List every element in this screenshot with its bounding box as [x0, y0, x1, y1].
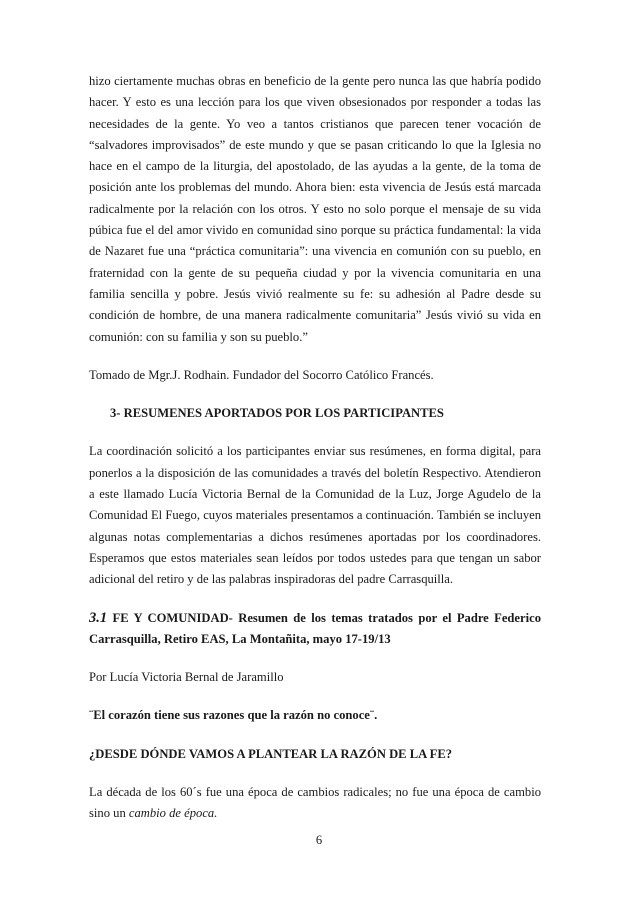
- document-page: [89, 71, 541, 825]
- source-attribution: Tomado de Mgr.J. Rodhain. Fundador del Socorro Católico Francés.: [89, 367, 434, 382]
- page-number: 6: [315, 833, 323, 847]
- paragraph-sixties: [89, 782, 541, 825]
- pascal-quote: ¨El corazón tiene sus razones que la razón no conoce¨.: [89, 708, 378, 723]
- paragraph-rodhain-quote: hizo ciertamente muchas obras en beneficio de la gente pero nunca las que habría podido hacer. Y esto es una lección para los que viven obsesionados por responder a todas las necesidades de la gente. Yo veo a tantos cristianos que parecen tener vocación de “salvadores improvisados” de este mundo y que se pasan criticando lo que la Iglesia no hace en el campo de la liturgia, del apostolado, de las ayudas a la gente, de la toma de posición ante los problemas del mundo. Ahora bien: esta vivencia de Jesús está marcada radicalmente por la relación con los otros. Y esto no solo porque el mensaje de su vida púbica fue el del amor vivido en comunidad sino porque su práctica fundamental: la vida de Nazaret fue una “práctica comunitaria”: una vivencia en comunión con su pueblo, en fraternidad con la gente de su pequeña ciudad y por la vivencia comunitaria en una familia sencilla y pobre. Jesús vivió realmente su fe: su adhesión al Padre desde su condición de hombre, de una manera radicalmente comunitaria” Jesús vivió su vida en comunión: con su familia y son su pueblo.”: [89, 74, 541, 344]
- paragraph-coordination: La coordinación solicitó a los participantes enviar sus resúmenes, en forma digital, para ponerlos a la disposición de las comunidades a través del boletín Respectivo. Atendieron a este llamado Lucía Victoria Bernal de la Comunidad de la Luz, Jorge Agudelo de la Comunidad El Fuego, cuyos materiales presentamos a continuación. También se incluyen algunas notas complementarias a dichos resúmenes aportadas por los coordinadores. Esperamos que estos materiales sean leídos por todos ustedes para que tengan un sabor adicional del retiro y de las palabras inspiradoras del padre Carrasquilla.: [89, 444, 541, 587]
- question-heading: ¿DESDE DÓNDE VAMOS A PLANTEAR LA RAZÓN DE LA FE?: [89, 746, 453, 761]
- byline: Por Lucía Victoria Bernal de Jaramillo: [89, 670, 284, 685]
- section-title: FE Y COMUNIDAD- Resumen de los temas tratados por el Padre Federico Carrasquilla, Retiro EAS, La Montañita, mayo 17-19/13: [89, 610, 541, 646]
- section-number: 3.1: [89, 609, 108, 626]
- section-heading-3: 3- RESUMENES APORTADOS POR LOS PARTICIPANTES: [110, 406, 444, 421]
- paragraph-sixties-italic: cambio de época.: [128, 806, 218, 821]
- section-heading-3-1: [89, 608, 541, 651]
- paragraph-sixties-text: La década de los 60´s fue una época de cambios radicales; no fue una época de cambio sino un: [89, 785, 541, 821]
